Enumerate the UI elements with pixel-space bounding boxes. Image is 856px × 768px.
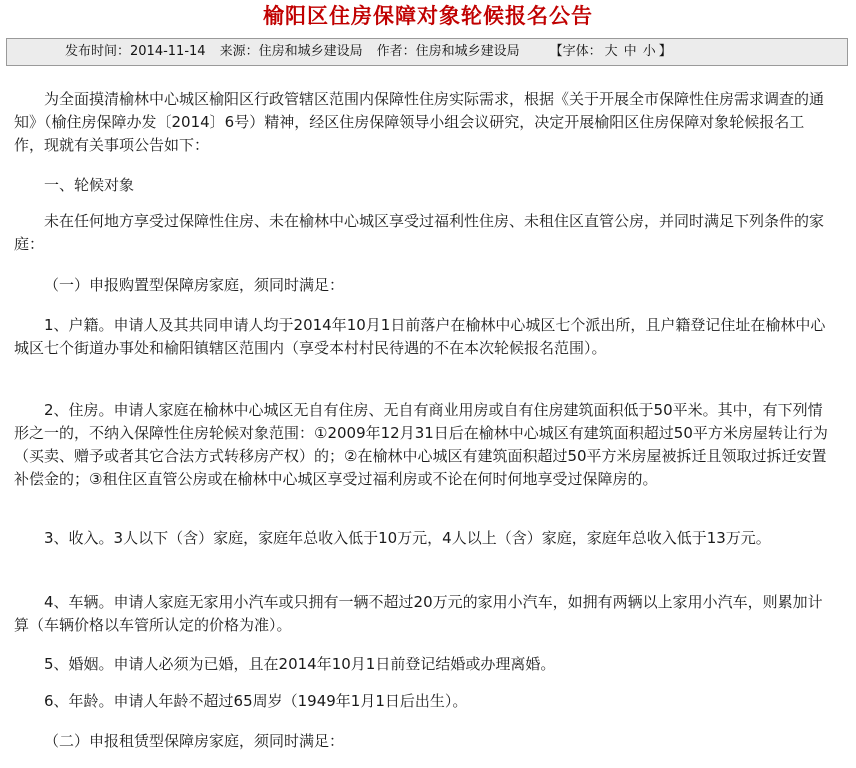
font-size-control	[550, 39, 672, 65]
font-size-large-button[interactable]: 大	[604, 44, 618, 59]
font-size-small-button[interactable]: 小	[642, 44, 656, 59]
condition-housing: 2、住房。申请人家庭在榆林中心城区无自有住房、无自有商业用房或自有住房建筑面积低于50平米。其中，有下列情形之一的，不纳入保障性住房轮候对象范围：①2009年12月31日后在榆林中心城区有建筑面积超过50平方米房屋转让行为（买卖、赠予或者其它合法方式转移房产权）的；②在榆林中心城区有建筑面积超过50平方米房屋被拆迁且领取过拆迁安置补偿金的；③租住区直管公房或在榆林中心城区享受过福利房或不论在何时何地享受过保障房的。	[14, 401, 828, 488]
subsection-heading-purchase: （一）申报购置型保障房家庭，须同时满足：	[44, 276, 345, 294]
font-size-medium-button[interactable]: 中	[623, 44, 637, 59]
intro-paragraph: 为全面摸清榆林中心城区榆阳区行政管辖区范围内保障性住房实际需求，根据《关于开展全市保障性住房需求调查的通知》（榆住房保障办发〔2014〕6号）精神，经区住房保障领导小组会议研究，决定开展榆阳区住房保障对象轮候报名工作，现就有关事项公告如下：	[14, 90, 825, 154]
section-heading-targets: 一、轮候对象	[44, 176, 135, 194]
condition-marriage: 5、婚姻。申请人必须为已婚，且在2014年10月1日前登记结婚或办理离婚。	[44, 655, 556, 673]
source-label: 来源：	[219, 44, 259, 59]
author-value: 住房和城乡建设局	[415, 44, 520, 59]
subsection-heading-rental: （二）申报租赁型保障房家庭，须同时满足：	[44, 732, 345, 750]
font-size-label-close: 】	[658, 44, 672, 59]
publish-date: 2014-11-14	[130, 44, 206, 59]
target-description: 未在任何地方享受过保障性住房、未在榆林中心城区享受过福利性住房、未租住区直管公房，并同时满足下列条件的家庭：	[14, 212, 825, 253]
condition-vehicle: 4、车辆。申请人家庭无家用小汽车或只拥有一辆不超过20万元的家用小汽车，如拥有两辆以上家用小汽车，则累加计算（车辆价格以车管所认定的价格为准）。	[14, 593, 823, 634]
source-value: 住房和城乡建设局	[258, 44, 363, 59]
article-meta-bar	[6, 38, 848, 66]
font-size-label: 【字体：	[549, 44, 602, 59]
condition-age: 6、年龄。申请人年龄不超过65周岁（1949年1月1日后出生）。	[44, 692, 468, 710]
condition-income: 3、收入。3人以下（含）家庭，家庭年总收入低于10万元，4人以上（含）家庭，家庭年总收入低于13万元。	[44, 529, 771, 547]
publish-label: 发布时间：	[65, 44, 131, 59]
author-label: 作者：	[376, 44, 416, 59]
condition-household-registration: 1、户籍。申请人及其共同申请人均于2014年10月1日前落户在榆林中心城区七个派出所，且户籍登记住址在榆林中心城区七个街道办事处和榆阳镇辖区范围内（享受本村村民待遇的不在本次轮候报名范围）。	[14, 316, 826, 357]
page-title: 榆阳区住房保障对象轮候报名公告	[263, 4, 593, 28]
